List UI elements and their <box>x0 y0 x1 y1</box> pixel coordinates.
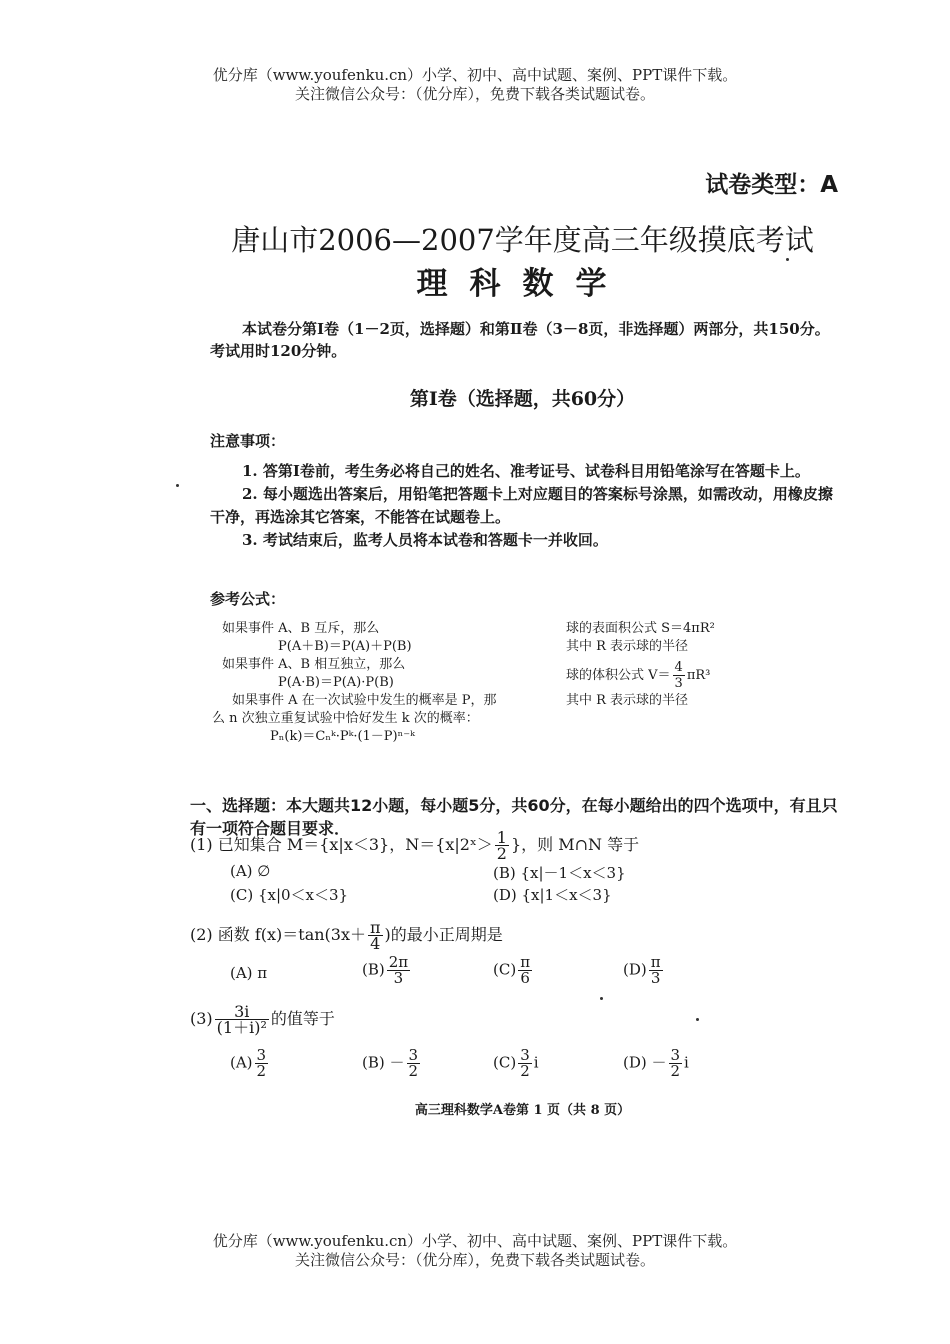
header-line-2: 关注微信公众号：（优分库），免费下载各类试题试卷。 <box>294 85 655 103</box>
question-3-option-b: (B) － $\frac{3}{2}$ <box>362 1046 419 1080</box>
formula-left-line: 么 n 次独立重复试验中恰好发生 k 次的概率： <box>212 711 479 726</box>
formula-label: 参考公式： <box>210 590 286 608</box>
scan-speck <box>696 1018 699 1021</box>
question-3-option-c: (C) $\frac{3}{2}$ i <box>493 1046 539 1080</box>
question-2-stem: (2) 函数 f(x)＝tan(3x＋ $\frac{\pi}{4}$ )的最小正周期是 <box>190 918 503 953</box>
question-2-option-a: (A) π <box>230 964 268 982</box>
part1-heading: 一、选择题：本大题共12小题，每小题5分，共60分，在每小题给出的四个选项中，有且只有一项符合题目要求． <box>190 796 838 838</box>
scan-speck <box>786 258 789 261</box>
footer-line-2: 关注微信公众号：（优分库），免费下载各类试题试卷。 <box>294 1251 655 1269</box>
paper-type: 试卷类型：A <box>705 172 838 198</box>
page-footer: 高三理科数学A卷第 1 页（共 8 页） <box>414 1103 631 1118</box>
question-1-option-c: (C) {x|0＜x＜3} <box>230 886 349 904</box>
notice-item: 2. 每小题选出答案后，用铅笔把答题卡上对应题目的答案标号涂黑，如需改动，用橡皮擦干净，再选涂其它答案，不能答在试题卷上。 <box>210 485 833 526</box>
formula-left-line: P(A·B)＝P(A)·P(B) <box>278 675 394 690</box>
question-2-option-b: (B) $\frac{2\pi}{3}$ <box>362 953 409 987</box>
section-title: 第Ⅰ卷（选择题，共60分） <box>409 388 636 410</box>
question-3-stem: (3) $\frac{3i}{\text{(1＋i)²}}$ 的值等于 <box>190 1002 335 1037</box>
notice-item: 3. 考试结束后，监考人员将本试卷和答题卡一并收回。 <box>242 531 608 549</box>
question-3-option-a: (A) $\frac{3}{2}$ <box>230 1046 267 1080</box>
notice-label: 注意事项： <box>210 432 286 450</box>
intro-paragraph: 本试卷分第Ⅰ卷（1－2页，选择题）和第Ⅱ卷（3－8页，非选择题）两部分，共150分。考试用时120分钟。 <box>210 320 830 360</box>
question-2-option-d: (D) $\frac{\pi}{3}$ <box>623 953 661 987</box>
subject-title: 理科数学 <box>416 266 629 302</box>
question-2-option-c: (C) $\frac{\pi}{6}$ <box>493 953 531 987</box>
question-1-option-d: (D) {x|1＜x＜3} <box>493 886 612 904</box>
notice-list <box>210 460 840 552</box>
exam-title: 唐山市2006—2007学年度高三年级摸底考试 <box>231 223 814 257</box>
formula-left-line: 如果事件 A、B 互斥，那么 <box>222 621 380 636</box>
formula-left-line: 如果事件 A、B 相互独立，那么 <box>222 657 406 672</box>
notice-item: 1. 答第Ⅰ卷前，考生务必将自己的姓名、准考证号、试卷科目用铅笔涂写在答题卡上。 <box>242 462 810 480</box>
formula-right-line: 其中 R 表示球的半径 <box>566 693 689 708</box>
formula-left-line: 如果事件 A 在一次试验中发生的概率是 P，那 <box>232 693 497 708</box>
header-line-1: 优分库（www.youfenku.cn）小学、初中、高中试题、案例、PPT课件下载。 <box>212 66 738 84</box>
footer-line-1: 优分库（www.youfenku.cn）小学、初中、高中试题、案例、PPT课件下载。 <box>212 1232 738 1250</box>
scan-speck <box>176 484 179 487</box>
scan-speck <box>600 997 603 1000</box>
question-1-option-a: (A) ∅ <box>230 862 271 880</box>
formula-left-line: Pₙ(k)＝Cₙᵏ·Pᵏ·(1－P)ⁿ⁻ᵏ <box>270 729 415 744</box>
question-3-option-d: (D) － $\frac{3}{2}$ i <box>623 1046 689 1080</box>
question-1-option-b: (B) {x|－1＜x＜3} <box>493 864 626 882</box>
formula-right-line: 其中 R 表示球的半径 <box>566 639 689 654</box>
question-1-stem: (1) 已知集合 M＝{x|x＜3}，N＝{x|2ˣ＞ $\frac{1}{2}$ }，则 M∩N 等于 <box>190 828 640 863</box>
formula-right-line: 球的表面积公式 S＝4πR² <box>566 621 715 636</box>
formula-right-line: 球的体积公式 V＝ $\frac{4}{3}$ πR³ <box>566 660 711 691</box>
volume-fraction: $\frac{4}{3}$ <box>674 660 683 691</box>
formula-left-line: P(A＋B)＝P(A)＋P(B) <box>278 639 412 654</box>
